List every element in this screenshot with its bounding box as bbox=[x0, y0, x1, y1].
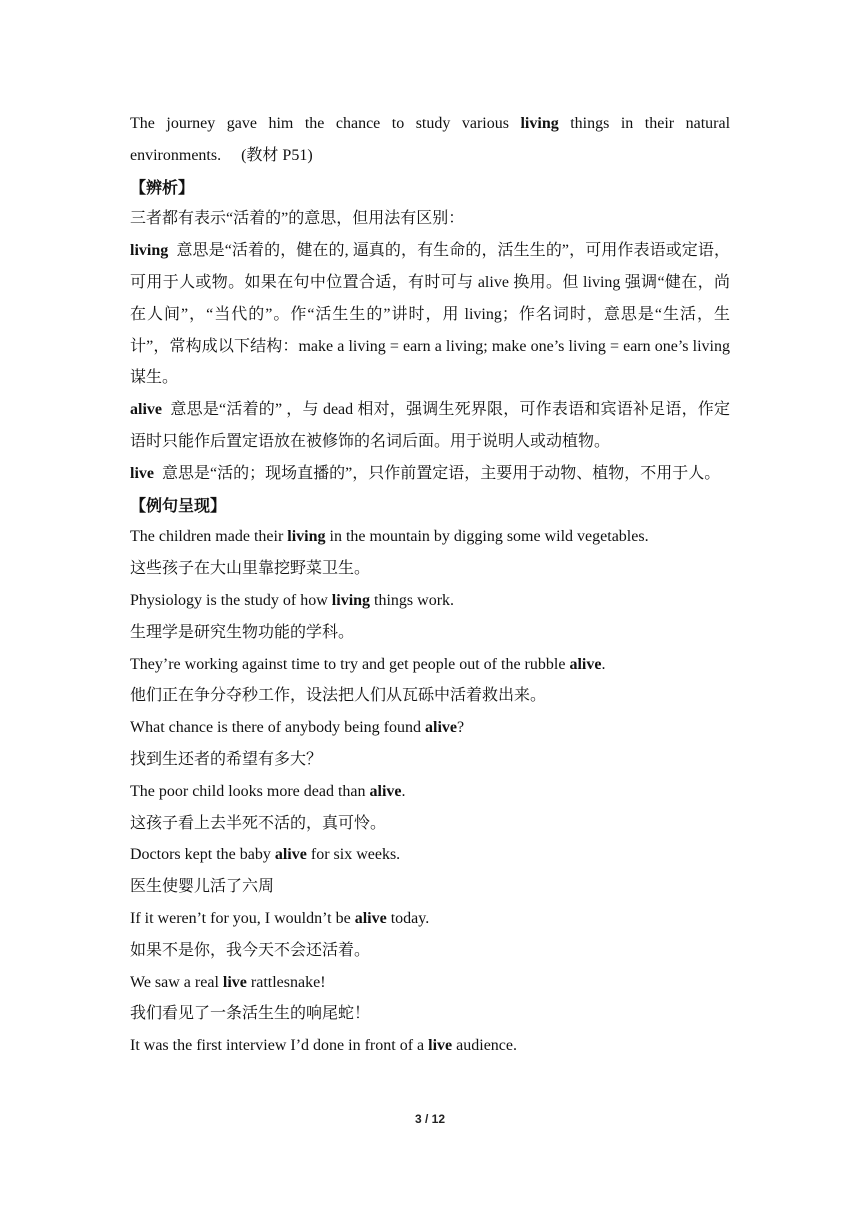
page-number: 3 / 12 bbox=[414, 1112, 446, 1126]
example-sentence: It was the first interview I’d done in front of a live audience. bbox=[130, 1037, 517, 1055]
example-translation: 他们正在争分夺秒工作，设法把人们从瓦砾中活着救出来。 bbox=[130, 687, 547, 705]
term-living: living bbox=[130, 242, 169, 260]
alive-text: 意思是“活着的” ，与 dead 相对，强调生死界限，可作表语和宾语补足语，作定语时只能作后置定语放在被修饰的名词后面。用于说明人或动植物。 bbox=[130, 401, 730, 450]
intro-text: things in their natural bbox=[570, 115, 731, 132]
example-sentence: If it weren’t for you, I wouldn’t be alive today. bbox=[130, 909, 430, 927]
example-translation: 这孩子看上去半死不活的，真可怜。 bbox=[130, 814, 387, 832]
document-page bbox=[130, 108, 730, 1062]
live-text: 意思是“活的；现场直播的”，只作前置定语，主要用于动物、植物，不用于人。 bbox=[162, 464, 721, 482]
example-sentence: What chance is there of anybody being found alive? bbox=[130, 719, 465, 737]
example-sentence: They’re working against time to try and get people out of the rubble alive. bbox=[130, 655, 606, 673]
intro-bold-word: living bbox=[520, 115, 559, 132]
living-text: 意思是“活着的，健在的, 逼真的，有生命的，活生生的”，可用作表语或定语，可用于人或物。如果在句中位置合适，有时可与 alive 换用。但 living 强调“健在，尚在人间”，“当代的”。作“活生生的”讲时，用 living；作名词时，意思是“生活，生计”，常构成以下结构：make a living = earn a living; make one’s living = earn one’s living 谋生。 bbox=[130, 242, 730, 387]
example-sentence: The poor child looks more dead than alive. bbox=[130, 782, 406, 800]
analysis-lead: 三者都有表示“活着的”的意思，但用法有区别： bbox=[130, 210, 465, 228]
example-sentence: Doctors kept the baby alive for six weeks. bbox=[130, 846, 401, 864]
intro-text: The journey gave him the chance to study various bbox=[130, 115, 509, 132]
example-translation: 我们看见了一条活生生的响尾蛇！ bbox=[130, 1005, 371, 1023]
analysis-heading: 【辨析】 bbox=[130, 177, 195, 197]
example-translation: 找到生还者的希望有多大？ bbox=[130, 750, 323, 768]
example-sentence: Physiology is the study of how living things work. bbox=[130, 591, 455, 609]
intro-text: environments. bbox=[130, 146, 222, 164]
example-translation: 生理学是研究生物功能的学科。 bbox=[130, 623, 355, 641]
live-explanation bbox=[130, 458, 730, 490]
term-alive: alive bbox=[130, 401, 162, 419]
example-translation: 医生使婴儿活了六周 bbox=[130, 878, 275, 896]
examples-heading: 【例句呈现】 bbox=[130, 495, 227, 515]
living-explanation bbox=[130, 235, 730, 394]
example-sentence: The children made their living in the mountain by digging some wild vegetables. bbox=[130, 528, 649, 546]
intro-sentence-line1 bbox=[130, 108, 730, 140]
term-live: live bbox=[130, 464, 154, 482]
textbook-source: (教材 P51) bbox=[241, 146, 313, 164]
example-sentence: We saw a real live rattlesnake! bbox=[130, 973, 326, 991]
alive-explanation bbox=[130, 394, 730, 458]
example-translation: 这些孩子在大山里靠挖野菜卫生。 bbox=[130, 560, 371, 578]
intro-sentence-line2 bbox=[130, 140, 730, 172]
example-translation: 如果不是你，我今天不会还活着。 bbox=[130, 941, 371, 959]
